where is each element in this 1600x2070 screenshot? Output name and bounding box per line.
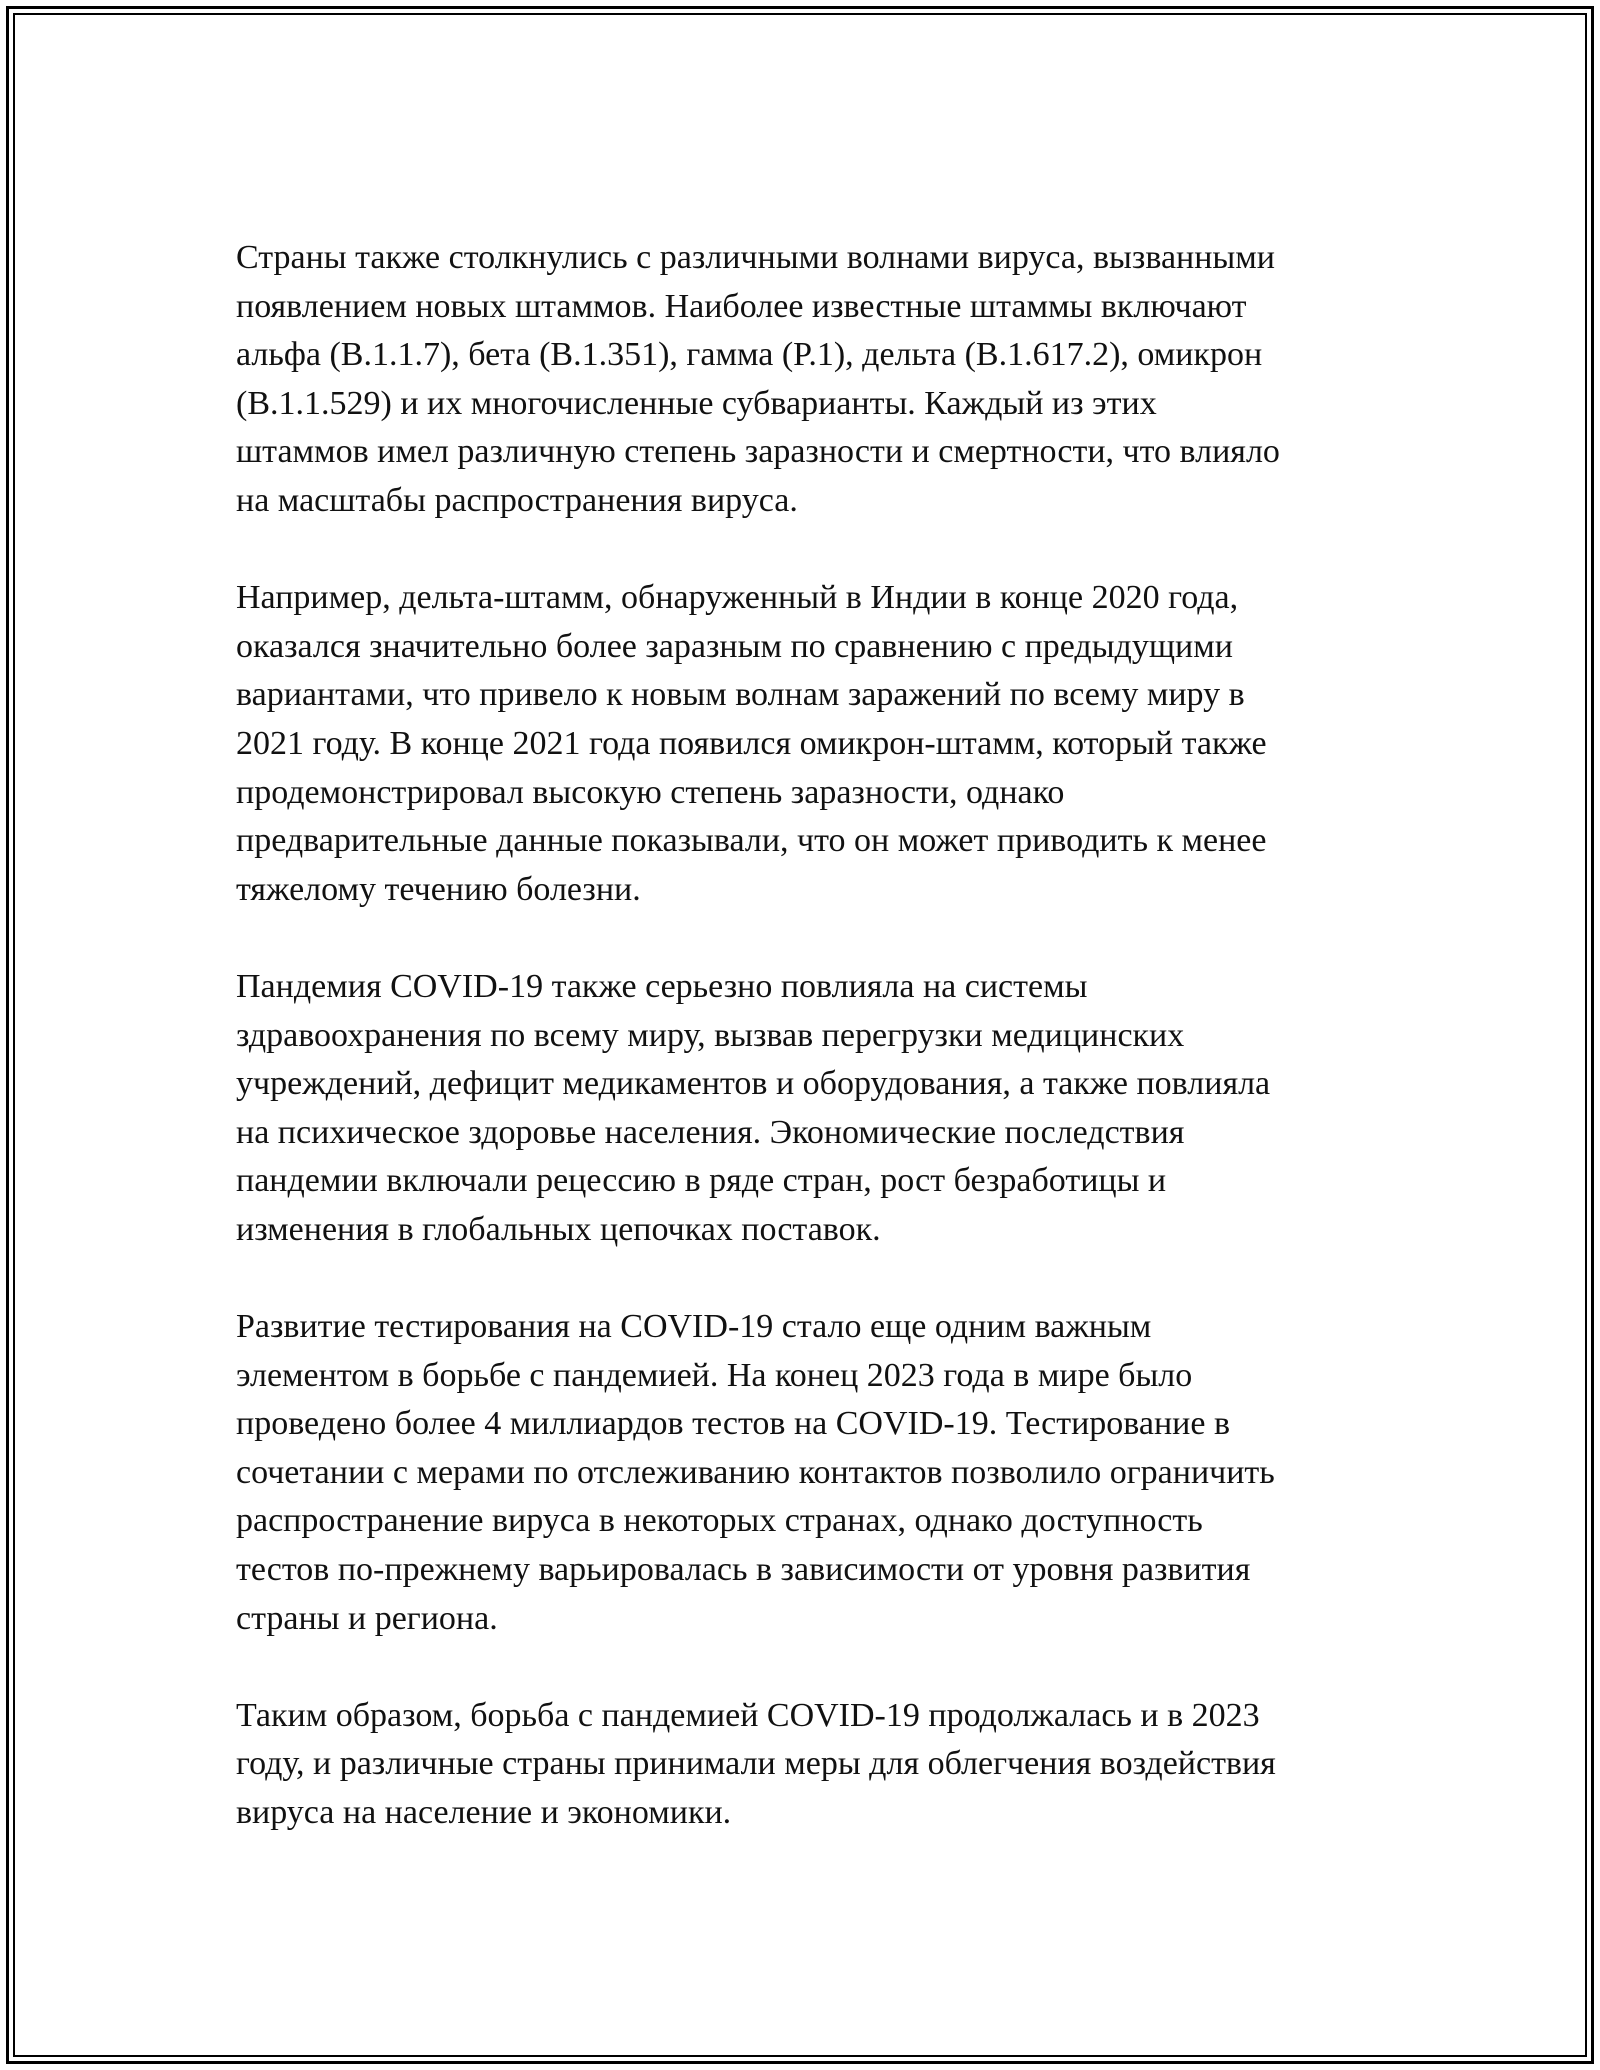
text-line: элементом в борьбе с пандемией. На конец 2023 года в мире было [236,1356,1193,1394]
text-line: вариантами, что привело к новым волнам заражений по всему миру в [236,676,1245,714]
paragraph-delta-omicron [236,574,1386,914]
text-line: тестов по-прежнему варьировалась в зависимости от уровня развития [236,1551,1251,1589]
text-line: альфа (B.1.1.7), бета (B.1.351), гамма (P.1), дельта (B.1.617.2), омикрон [236,336,1263,374]
paragraph-virus-waves [236,234,1386,526]
text-line: вируса на население и экономики. [236,1794,732,1831]
text-line: штаммов имел различную степень заразности и смертности, что влияло [236,433,1280,471]
text-line: страны и региона. [236,1599,498,1637]
text-line: оказался значительно более заразным по сравнению с предыдущими [236,627,1233,665]
text-line: здравоохранения по всему миру, вызвав перегрузки медицинских [236,1016,1185,1054]
text-line: учреждений, дефицит медикаментов и оборудования, а также повлияла [236,1065,1271,1103]
paragraph-testing [236,1303,1386,1643]
text-line: (B.1.1.529) и их многочисленные субварианты. Каждый из этих [236,384,1157,422]
document-body [236,234,1386,1886]
text-line: сочетании с мерами по отслеживанию контактов позволило ограничить [236,1453,1275,1491]
text-line: году, и различные страны принимали меры для облегчения воздействия [236,1745,1276,1783]
paragraph-healthcare-impact [236,963,1386,1255]
text-line: Страны также столкнулись с различными волнами вируса, вызванными [236,239,1275,276]
text-line: Пандемия COVID-19 также серьезно повлияла на системы [236,967,1088,1005]
text-line: Таким образом, борьба с пандемией COVID-19 продолжалась и в 2023 [236,1696,1260,1734]
text-line: распространение вируса в некоторых странах, однако доступность [236,1502,1203,1540]
text-line: тяжелому течению болезни. [236,870,641,908]
paragraph-conclusion [236,1692,1386,1838]
text-line: Развитие тестирования на COVID-19 стало еще одним важным [236,1308,1152,1346]
text-line: продемонстрировал высокую степень заразности, однако [236,773,1065,811]
text-line: на психическое здоровье населения. Экономические последствия [236,1113,1185,1151]
text-line: предварительные данные показывали, что он может приводить к менее [236,822,1267,860]
text-line: изменения в глобальных цепочках поставок. [236,1210,881,1248]
text-line: Например, дельта-штамм, обнаруженный в Индии в конце 2020 года, [236,579,1239,617]
text-line: 2021 году. В конце 2021 года появился омикрон-штамм, который также [236,724,1267,762]
text-line: появлением новых штаммов. Наиболее известные штаммы включают [236,287,1247,325]
text-line: пандемии включали рецессию в ряде стран, рост безработицы и [236,1162,1167,1200]
text-line: проведено более 4 миллиардов тестов на COVID-19. Тестирование в [236,1405,1231,1443]
text-line: на масштабы распространения вируса. [236,481,798,519]
